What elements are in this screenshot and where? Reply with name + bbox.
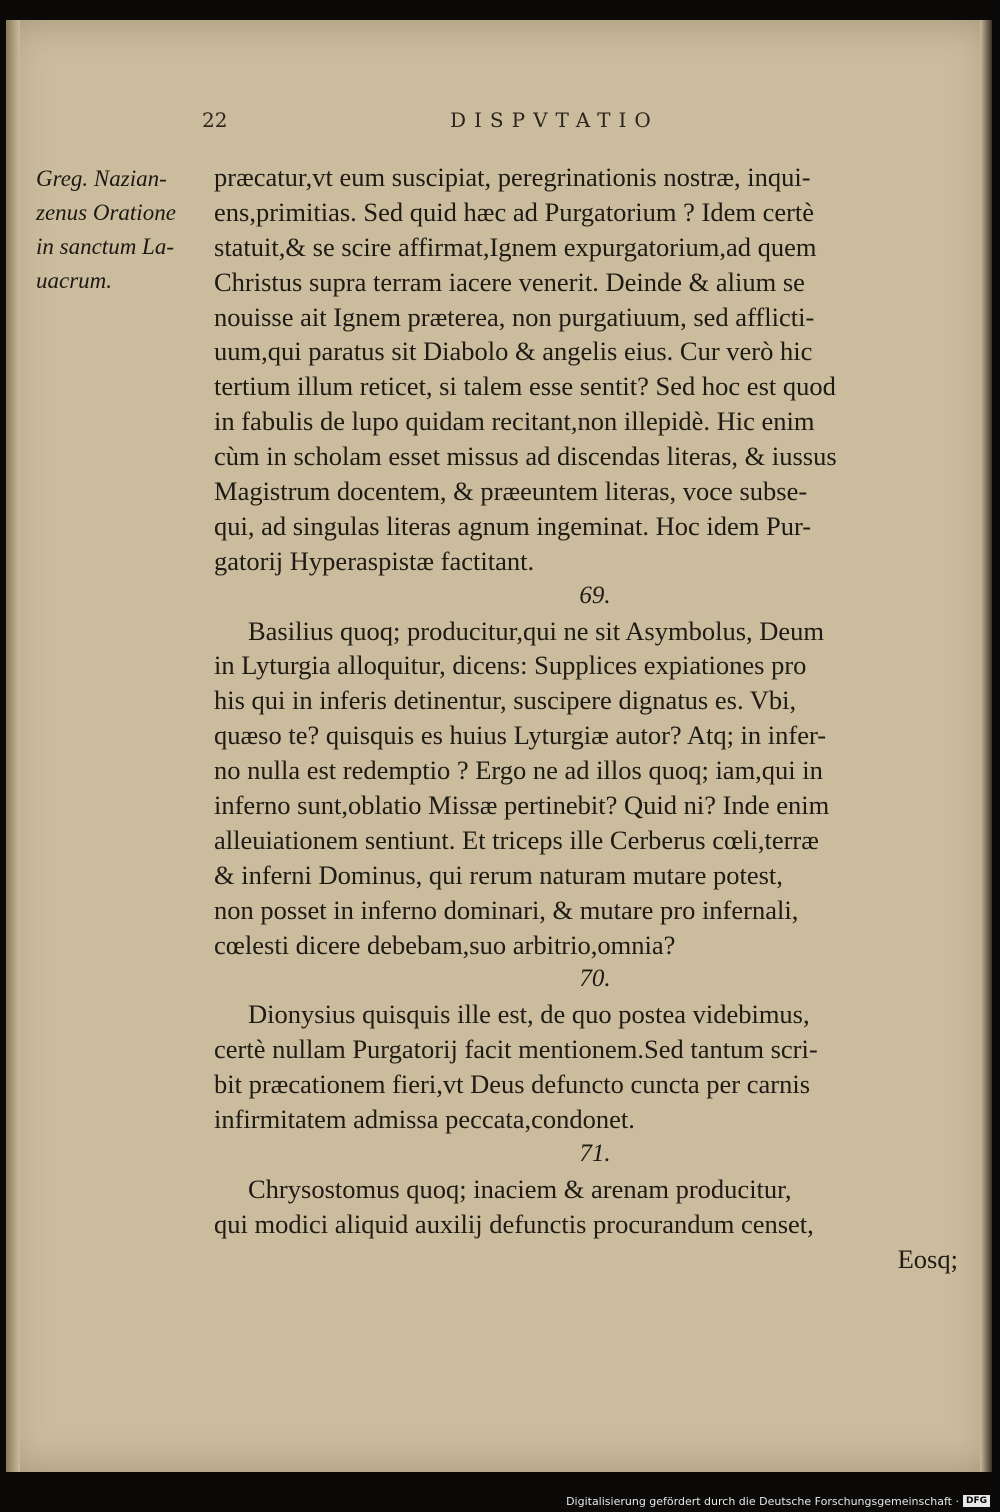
text-line: Dionysius quisquis ille est, de quo postea videbimus, xyxy=(248,999,810,1030)
text-line: infirmitatem admissa peccata,condonet. xyxy=(214,1104,635,1135)
section-number: 70. xyxy=(579,965,611,993)
running-title: DISPVTATIO xyxy=(450,108,659,132)
text-line: præcatur,vt eum suscipiat, peregrinationis nostræ, inqui- xyxy=(214,162,811,192)
text-line: nouisse ait Ignem præterea, non purgatiuum, sed afflicti- xyxy=(214,301,815,332)
text-line: bit præcationem fieri,vt Deus defuncto cuncta per carnis xyxy=(214,1069,811,1100)
text-line: inferno sunt,oblatio Missæ pertinebit? Quid ni? Inde enim xyxy=(214,790,830,821)
text-line: & inferni Dominus, qui rerum naturam mutare potest, xyxy=(214,859,783,890)
text-line: gatorij Hyperaspistæ factitant. xyxy=(214,545,535,576)
page-edge-shadow xyxy=(980,20,992,1472)
section-number: 69. xyxy=(579,581,611,609)
text-line: in fabulis de lupo quidam recitant,non illepidè. Hic enim xyxy=(214,406,815,437)
dfg-logo: DFG xyxy=(963,1495,990,1507)
book-page xyxy=(6,20,992,1472)
margin-note-line: in sanctum La- xyxy=(36,234,174,259)
text-line: cùm in scholam esset missus ad discendas literas, & iussus xyxy=(214,441,837,472)
page-header xyxy=(202,108,742,142)
text-line: Christus supra terram iacere venerit. Deinde & alium se xyxy=(214,266,805,297)
text-line: qui, ad singulas literas agnum ingeminat. Hoc idem Pur- xyxy=(214,510,812,541)
text-line: uum,qui paratus sit Diabolo & angelis eius. Cur verò hic xyxy=(214,336,813,367)
page-number: 22 xyxy=(202,108,228,132)
section-number: 71. xyxy=(579,1139,611,1167)
text-line: no nulla est redemptio ? Ergo ne ad illos quoq; iam,qui in xyxy=(214,755,823,786)
margin-note-line: zenus Oratione xyxy=(36,200,176,225)
page-gutter-shadow xyxy=(6,20,20,1472)
text-line: alleuiationem sentiunt. Et triceps ille Cerberus cœli,terræ xyxy=(214,824,819,855)
text-line: certè nullam Purgatorij facit mentionem.Sed tantum scri- xyxy=(214,1034,818,1065)
text-line: Basilius quoq; producitur,qui ne sit Asymbolus, Deum xyxy=(248,615,825,646)
text-line: ens,primitias. Sed quid hæc ad Purgatorium ? Idem certè xyxy=(214,196,815,227)
digitization-footer xyxy=(566,1493,990,1509)
margin-note-line: Greg. Nazian- xyxy=(36,166,167,191)
text-line: quæso te? quisquis es huius Lyturgiæ autor? Atq; in infer- xyxy=(214,720,827,751)
margin-note-line: uacrum. xyxy=(36,268,113,293)
text-line: tertium illum reticet, si talem esse sentit? Sed hoc est quod xyxy=(214,371,836,402)
text-line: non posset in inferno dominari, & mutare pro infernali, xyxy=(214,894,799,925)
catchword: Eosq; xyxy=(897,1243,958,1274)
margin-note xyxy=(36,162,211,298)
text-line: Chrysostomus quoq; inaciem & arenam producitur, xyxy=(248,1173,792,1204)
text-line: cœlesti dicere debebam,suo arbitrio,omnia? xyxy=(214,929,676,960)
text-line: Magistrum docentem, & præeuntem literas, voce subse- xyxy=(214,476,808,507)
text-line: in Lyturgia alloquitur, dicens: Supplices expiationes pro xyxy=(214,650,807,681)
text-line: his qui in inferis detinentur, suscipere dignatus es. Vbi, xyxy=(214,685,797,716)
text-line: statuit,& se scire affirmat,Ignem expurgatorium,ad quem xyxy=(214,231,817,262)
body-text xyxy=(214,160,966,1277)
text-line: qui modici aliquid auxilij defunctis procurandum censet, xyxy=(214,1208,814,1239)
footer-credit: Digitalisierung gefördert durch die Deutsche Forschungsgemeinschaft · xyxy=(566,1494,959,1508)
